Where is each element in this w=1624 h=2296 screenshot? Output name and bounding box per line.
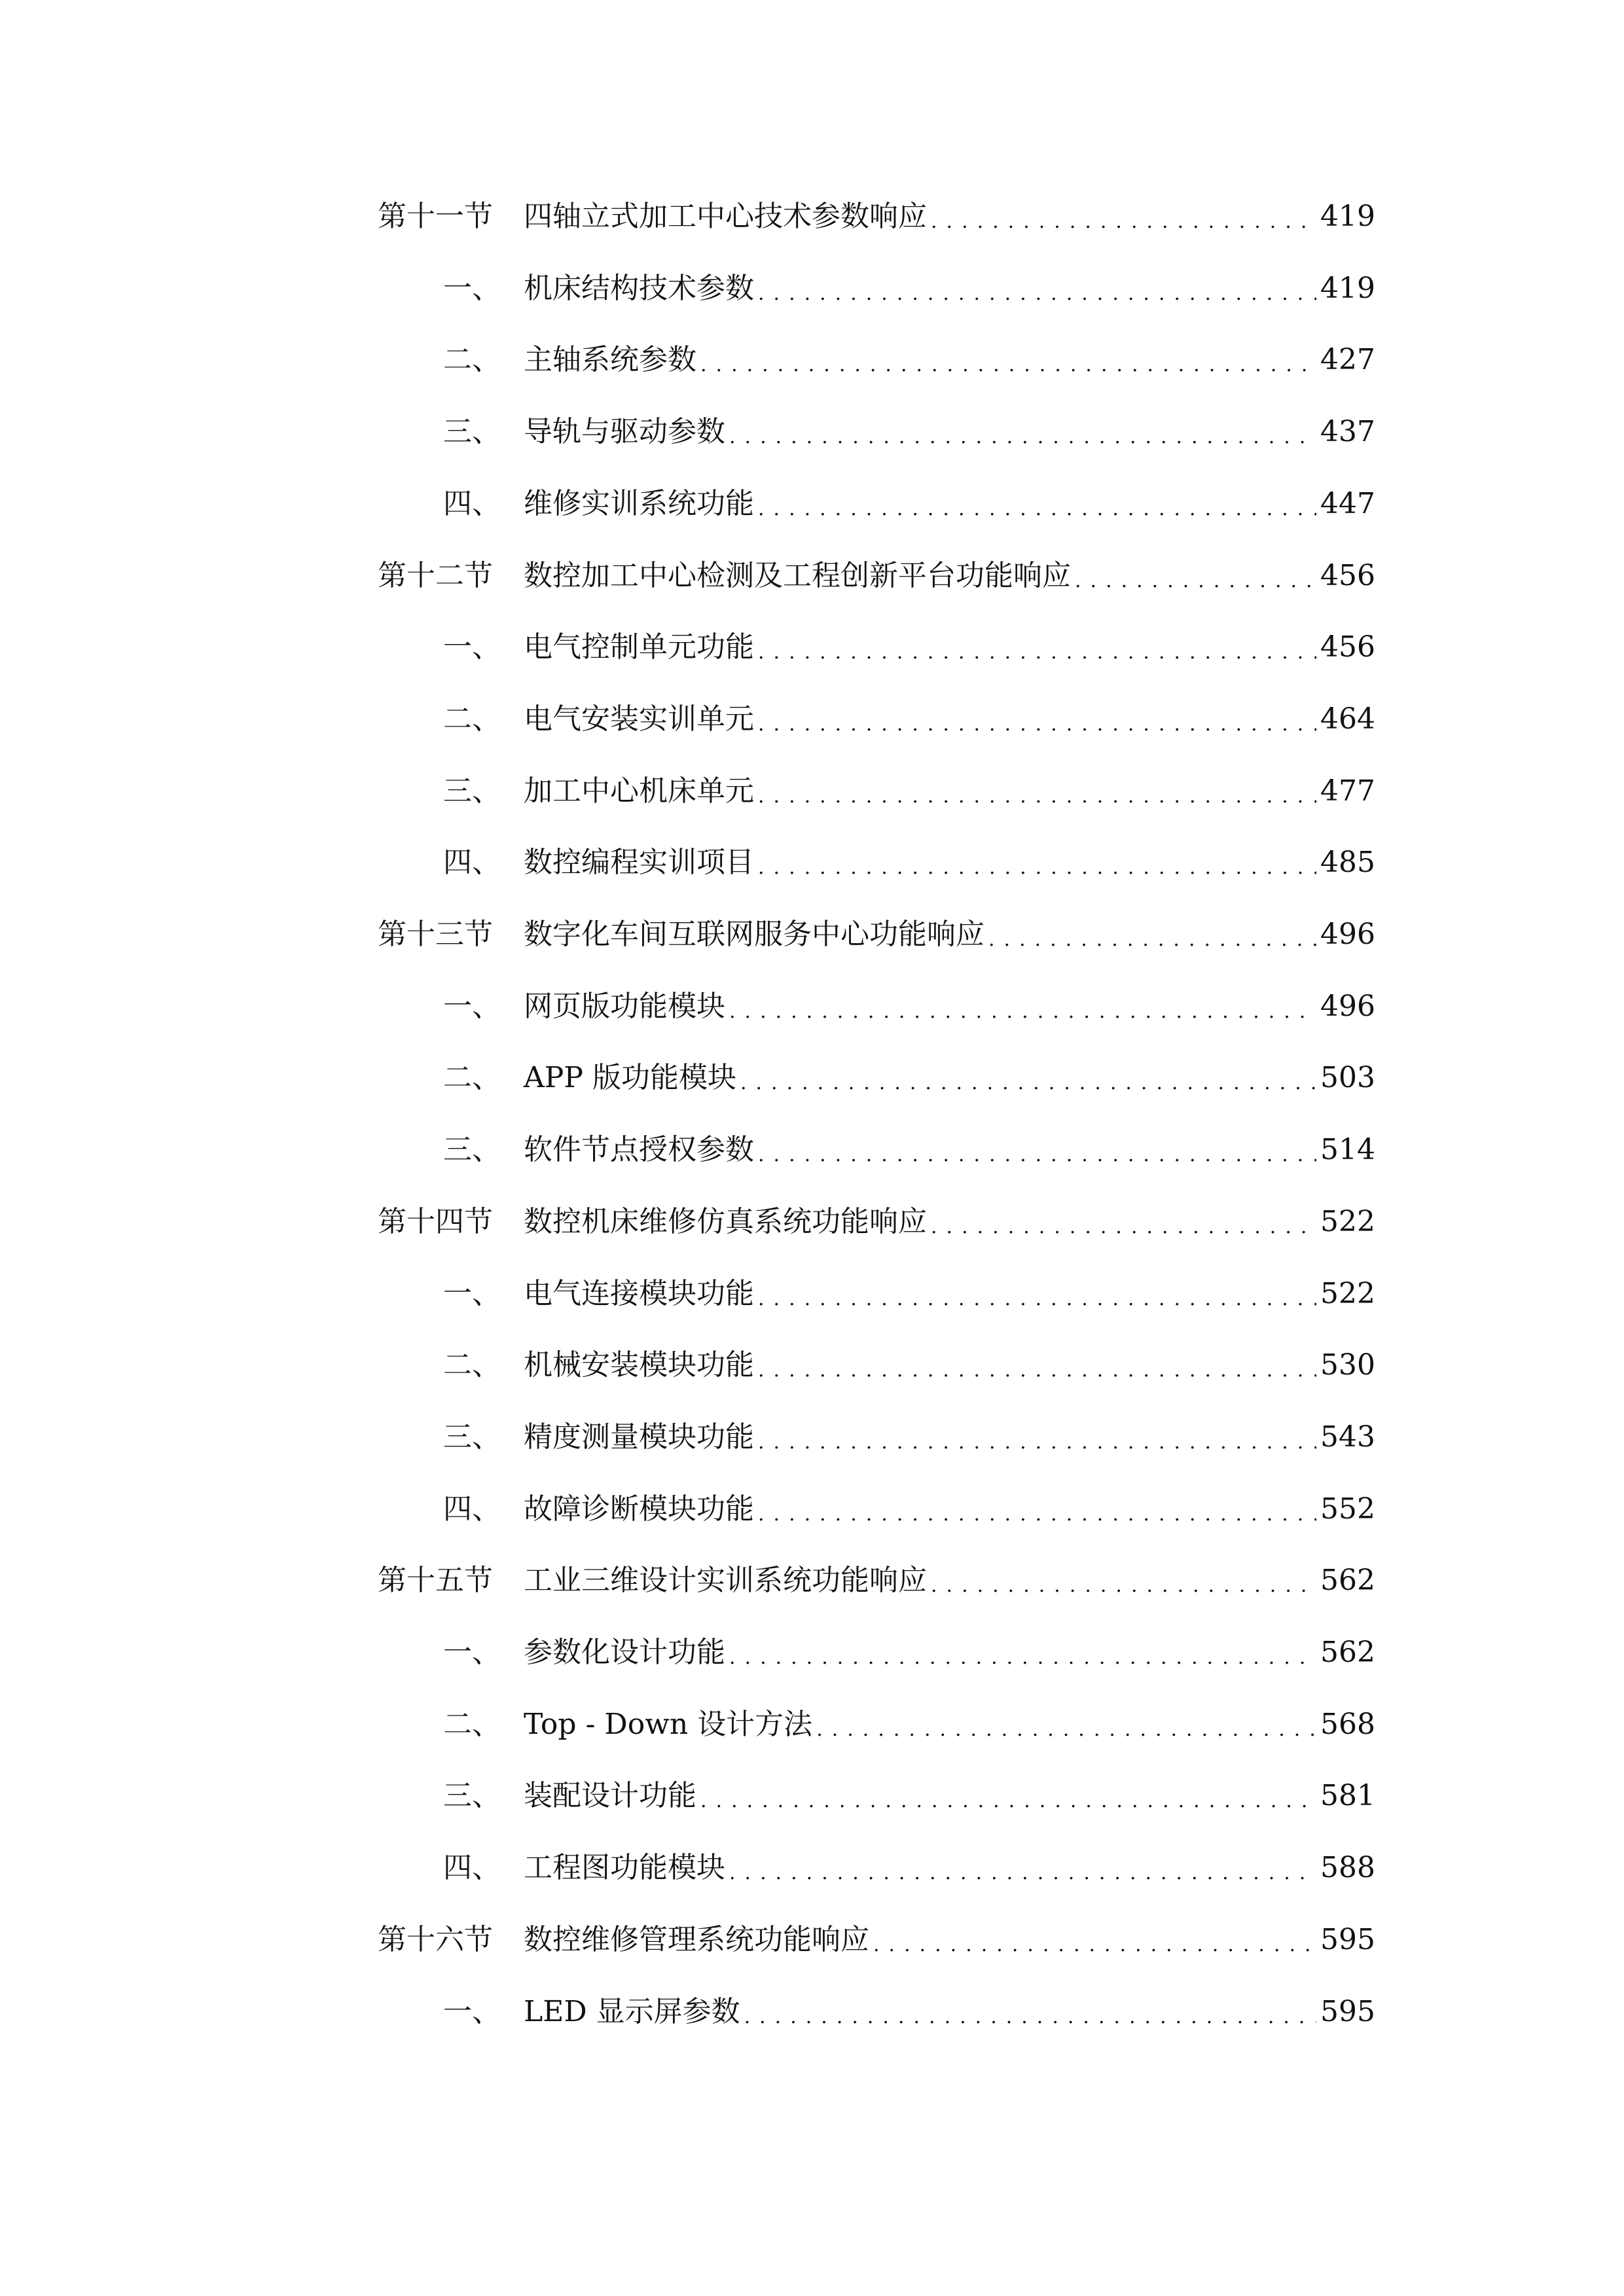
entry-title: 数控机床维修仿真系统功能响应 xyxy=(524,1204,927,1238)
entry-title: 数控编程实训项目 xyxy=(524,846,754,880)
toc-section-entry[interactable] xyxy=(378,1561,1375,1600)
entry-number: 二、 xyxy=(443,1061,501,1095)
entry-page-number: 530 xyxy=(1320,1348,1375,1382)
entry-number: 三、 xyxy=(443,415,501,449)
entry-page-number: 464 xyxy=(1320,702,1375,736)
toc-subsection-entry[interactable] xyxy=(378,700,1375,739)
entry-title: LED 显示屏参数 xyxy=(524,1994,740,2028)
entry-page-number: 503 xyxy=(1320,1061,1375,1095)
entry-title: APP 版功能模块 xyxy=(524,1061,736,1095)
entry-page-number: 477 xyxy=(1320,774,1375,808)
entry-title: 工业三维设计实训系统功能响应 xyxy=(524,1564,927,1598)
toc-subsection-entry[interactable] xyxy=(378,1130,1375,1170)
dot-leader xyxy=(758,1428,1316,1457)
toc-subsection-entry[interactable] xyxy=(378,1418,1375,1457)
dot-leader xyxy=(700,351,1316,380)
entry-page-number: 456 xyxy=(1320,630,1375,664)
entry-page-number: 485 xyxy=(1320,846,1375,880)
dot-leader xyxy=(988,925,1316,954)
entry-page-number: 522 xyxy=(1320,1276,1375,1310)
toc-subsection-entry[interactable] xyxy=(378,269,1375,308)
dot-leader xyxy=(758,782,1316,811)
entry-title: 主轴系统参数 xyxy=(524,343,696,377)
dot-leader xyxy=(873,1931,1316,1960)
entry-number: 第十二节 xyxy=(378,558,493,592)
entry-number: 一、 xyxy=(443,1994,501,2028)
toc-subsection-entry[interactable] xyxy=(378,484,1375,524)
entry-number: 第十四节 xyxy=(378,1204,493,1238)
entry-title: 参数化设计功能 xyxy=(524,1636,725,1669)
entry-number: 第十一节 xyxy=(378,200,493,233)
dot-leader xyxy=(931,1213,1316,1242)
entry-number: 四、 xyxy=(443,846,501,880)
entry-page-number: 419 xyxy=(1320,200,1375,233)
entry-number: 二、 xyxy=(443,343,501,377)
entry-title: 电气安装实训单元 xyxy=(524,702,754,736)
dot-leader xyxy=(758,1141,1316,1170)
entry-page-number: 562 xyxy=(1320,1564,1375,1598)
entry-title: 电气连接模块功能 xyxy=(524,1276,754,1310)
toc-subsection-entry[interactable] xyxy=(378,987,1375,1026)
entry-page-number: 588 xyxy=(1320,1851,1375,1885)
entry-number: 二、 xyxy=(443,1707,501,1741)
entry-number: 一、 xyxy=(443,1636,501,1669)
entry-title: 故障诊断模块功能 xyxy=(524,1492,754,1526)
entry-page-number: 522 xyxy=(1320,1204,1375,1238)
entry-number: 三、 xyxy=(443,774,501,808)
entry-page-number: 496 xyxy=(1320,989,1375,1023)
entry-page-number: 595 xyxy=(1320,1994,1375,2028)
toc-section-entry[interactable] xyxy=(378,556,1375,596)
entry-title: 网页版功能模块 xyxy=(524,989,725,1023)
entry-page-number: 514 xyxy=(1320,1133,1375,1167)
entry-page-number: 437 xyxy=(1320,415,1375,449)
entry-title: 工程图功能模块 xyxy=(524,1851,725,1885)
toc-subsection-entry[interactable] xyxy=(378,1776,1375,1816)
entry-title: Top - Down 设计方法 xyxy=(524,1707,813,1741)
toc-subsection-entry[interactable] xyxy=(378,1705,1375,1744)
toc-subsection-entry[interactable] xyxy=(378,628,1375,667)
dot-leader xyxy=(758,1285,1316,1314)
toc-section-entry[interactable] xyxy=(378,1202,1375,1242)
dot-leader xyxy=(729,423,1316,452)
entry-number: 一、 xyxy=(443,630,501,664)
dot-leader xyxy=(758,1356,1316,1385)
entry-page-number: 562 xyxy=(1320,1636,1375,1669)
entry-page-number: 427 xyxy=(1320,343,1375,377)
entry-number: 第十六节 xyxy=(378,1922,493,1956)
entry-number: 一、 xyxy=(443,989,501,1023)
toc-subsection-entry[interactable] xyxy=(378,340,1375,380)
toc-subsection-entry[interactable] xyxy=(378,1490,1375,1529)
entry-page-number: 447 xyxy=(1320,486,1375,520)
toc-section-entry[interactable] xyxy=(378,197,1375,236)
dot-leader xyxy=(744,2003,1316,2032)
entry-number: 四、 xyxy=(443,1851,501,1885)
entry-title: 软件节点授权参数 xyxy=(524,1133,754,1167)
entry-number: 第十三节 xyxy=(378,918,493,951)
entry-page-number: 595 xyxy=(1320,1922,1375,1956)
entry-page-number: 552 xyxy=(1320,1492,1375,1526)
entry-title: 数控加工中心检测及工程创新平台功能响应 xyxy=(524,558,1071,592)
dot-leader xyxy=(758,710,1316,739)
toc-subsection-entry[interactable] xyxy=(378,1848,1375,1888)
toc-subsection-entry[interactable] xyxy=(378,772,1375,811)
entry-page-number: 419 xyxy=(1320,271,1375,305)
entry-number: 四、 xyxy=(443,486,501,520)
entry-title: 维修实训系统功能 xyxy=(524,486,754,520)
dot-leader xyxy=(740,1069,1316,1098)
entry-title: 机械安装模块功能 xyxy=(524,1348,754,1382)
entry-title: 精度测量模块功能 xyxy=(524,1420,754,1454)
entry-number: 一、 xyxy=(443,1276,501,1310)
toc-subsection-entry[interactable] xyxy=(378,412,1375,452)
dot-leader xyxy=(729,1859,1316,1888)
entry-page-number: 456 xyxy=(1320,558,1375,592)
dot-leader xyxy=(758,495,1316,524)
toc-subsection-entry[interactable] xyxy=(378,1058,1375,1098)
entry-page-number: 568 xyxy=(1320,1707,1375,1741)
dot-leader xyxy=(758,638,1316,667)
toc-subsection-entry[interactable] xyxy=(378,1346,1375,1385)
entry-title: 导轨与驱动参数 xyxy=(524,415,725,449)
entry-number: 三、 xyxy=(443,1420,501,1454)
entry-title: 电气控制单元功能 xyxy=(524,630,754,664)
entry-number: 三、 xyxy=(443,1779,501,1813)
dot-leader xyxy=(931,1571,1316,1600)
dot-leader xyxy=(816,1715,1316,1744)
entry-number: 一、 xyxy=(443,271,501,305)
entry-number: 二、 xyxy=(443,702,501,736)
toc-subsection-entry[interactable] xyxy=(378,1274,1375,1314)
entry-title: 四轴立式加工中心技术参数响应 xyxy=(524,200,927,233)
dot-leader xyxy=(729,1643,1316,1672)
entry-number: 二、 xyxy=(443,1348,501,1382)
entry-page-number: 581 xyxy=(1320,1779,1375,1813)
toc-subsection-entry[interactable] xyxy=(378,1633,1375,1672)
entry-number: 四、 xyxy=(443,1492,501,1526)
entry-title: 数控维修管理系统功能响应 xyxy=(524,1922,869,1956)
dot-leader xyxy=(700,1787,1316,1816)
entry-title: 装配设计功能 xyxy=(524,1779,696,1813)
entry-page-number: 543 xyxy=(1320,1420,1375,1454)
dot-leader xyxy=(758,1500,1316,1529)
toc-section-entry[interactable] xyxy=(378,1920,1375,1960)
dot-leader xyxy=(758,279,1316,308)
dot-leader xyxy=(1075,567,1316,596)
dot-leader xyxy=(729,997,1316,1026)
toc-section-entry[interactable] xyxy=(378,915,1375,954)
entry-title: 机床结构技术参数 xyxy=(524,271,754,305)
entry-number: 三、 xyxy=(443,1133,501,1167)
dot-leader xyxy=(758,853,1316,882)
toc-subsection-entry[interactable] xyxy=(378,1992,1375,2032)
entry-title: 加工中心机床单元 xyxy=(524,774,754,808)
toc-subsection-entry[interactable] xyxy=(378,843,1375,882)
dot-leader xyxy=(931,207,1316,236)
entry-title: 数字化车间互联网服务中心功能响应 xyxy=(524,918,984,951)
entry-number: 第十五节 xyxy=(378,1564,493,1598)
entry-page-number: 496 xyxy=(1320,918,1375,951)
